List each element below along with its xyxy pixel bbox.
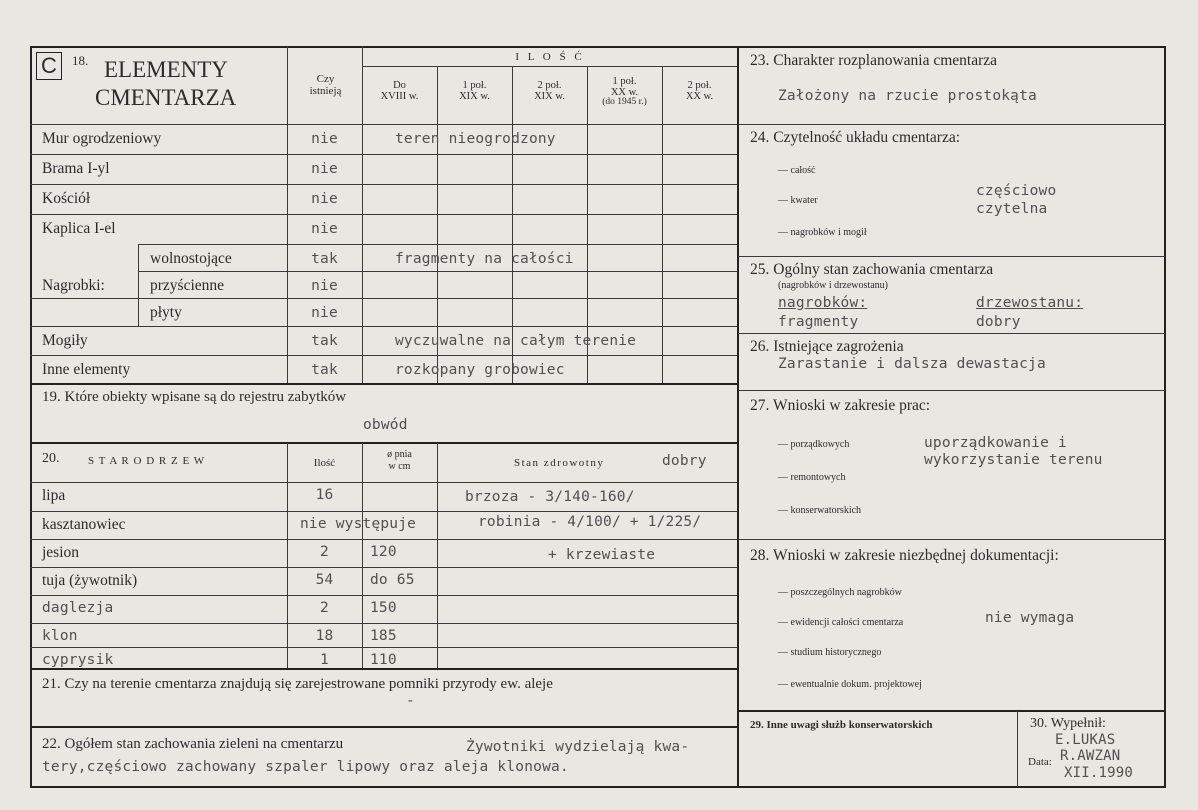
section30-label: 30. Wypełnił: [1030, 716, 1106, 731]
row20-line [30, 623, 737, 624]
row18-label: Mur ogrodzeniowy [42, 130, 162, 147]
section24-item-2: — kwater [778, 195, 818, 206]
row20-line [30, 511, 737, 512]
section18-title-2: CMENTARZA [95, 85, 237, 110]
row18-line [30, 184, 737, 185]
row20-line [30, 482, 737, 483]
section28-item-1: — poszczególnych nagrobków [778, 587, 902, 598]
tree-name: jesion [42, 544, 80, 561]
tree-count: 2 [320, 544, 329, 560]
section27-value-1: uporządkowanie i [924, 435, 1067, 451]
section25-col2-head: drzewostanu: [976, 295, 1084, 311]
section27-item-3: — konserwatorskich [778, 505, 862, 516]
tree-count: 2 [320, 600, 329, 616]
row18-label: Kościół [42, 190, 91, 207]
section24-label: 24. Czytelność układu cmentarza: [750, 129, 961, 146]
section29-label: 29. Inne uwagi służb konserwatorskich [750, 719, 933, 731]
section19-label: 19. Które obiekty wpisane są do rejestru zabytków [42, 389, 347, 405]
section28-item-3: — studium historycznego [778, 647, 882, 658]
row18-note: wyczuwalne na całym terenie [395, 333, 637, 349]
period-header-3-l2: XIX w. [534, 91, 565, 102]
section22-label: 22. Ogółem stan zachowania zieleni na cmentarzu [42, 736, 344, 752]
row20-line [30, 567, 737, 568]
row18-exists: tak [311, 251, 338, 267]
section27-label: 27. Wnioski w zakresie prac: [750, 397, 931, 414]
row18-note: fragmenty na całości [395, 251, 574, 267]
section27-value-2: wykorzystanie terenu [924, 452, 1103, 468]
section30-filler-2: R.AWZAN [1060, 748, 1121, 764]
tree-name: daglezja [42, 600, 114, 616]
section25-col1-head: nagrobków: [778, 295, 868, 311]
period-header-2-l2: XIX w. [459, 91, 490, 102]
row18-exists: tak [311, 333, 338, 349]
section18-bottom [30, 383, 738, 385]
col-diam-head-1: ø pnia [387, 449, 412, 460]
grid20-v-3 [437, 443, 438, 669]
period-header-1-l2: XVIII w. [380, 91, 419, 102]
period-header-5-l1: 2 poł. [687, 80, 712, 91]
section25-label: 25. Ogólny stan zachowania cmentarza [750, 261, 994, 278]
tree-count: 16 [315, 487, 334, 503]
section25-col1-value: fragmenty [778, 314, 859, 330]
section19-bottom [30, 442, 738, 444]
section25-col2-value: dobry [976, 314, 1021, 330]
frame-bottom [30, 786, 1166, 788]
section19-value: obwód [363, 417, 408, 433]
tree-name: lipa [42, 487, 66, 504]
grid20-v-2 [362, 443, 363, 669]
column-divider [737, 46, 739, 788]
tree-name: kasztanowiec [42, 516, 126, 533]
period-header-4-l1: 1 poł. [612, 76, 637, 87]
tree-name: tuja (żywotnik) [42, 572, 138, 589]
period-header-2-l1: 1 poł. [462, 80, 487, 91]
tree-name: cyprysik [42, 652, 114, 668]
grid-v-p4 [662, 66, 663, 383]
health-value: dobry [662, 453, 707, 469]
section22-value-1: Żywotniki wydzielają kwa- [466, 739, 690, 755]
section27-item-2: — remontowych [778, 472, 846, 483]
row18-exists: nie [311, 305, 338, 321]
row18-line [30, 154, 737, 155]
grid-v-nagrobki [138, 244, 139, 326]
tree-note-3: + krzewiaste [548, 547, 656, 563]
col-health-head: Stan zdrowotny [514, 457, 605, 469]
row18-label: Kaplica I-el [42, 220, 116, 237]
section20-bottom [30, 668, 738, 670]
section20-number: 20. [42, 451, 60, 466]
section24-value-2: czytelna [976, 201, 1048, 217]
col-exists-2: istnieją [309, 85, 342, 97]
row18-exists: nie [311, 161, 338, 177]
row20-line [30, 539, 737, 540]
frame-right [1164, 46, 1166, 788]
period-header-3-l1: 2 poł. [537, 80, 562, 91]
card-letter-box: C [36, 52, 62, 80]
section28-item-4: — ewentualnie dokum. projektowej [778, 679, 922, 690]
col-diam-head-2: w cm [388, 461, 411, 472]
tree-diameter: do 65 [370, 572, 415, 588]
section27-item-1: — porządkowych [778, 439, 850, 450]
section27-bottom [738, 539, 1165, 540]
tree-count: nie występuje [300, 516, 417, 532]
row20-line [30, 647, 737, 648]
section30-date-label: Data: [1028, 756, 1052, 768]
row18-label: Mogiły [42, 332, 88, 349]
tree-name: klon [42, 628, 78, 644]
section24-bottom [738, 256, 1165, 257]
section23-bottom [738, 124, 1165, 125]
period-header-4-l2: XX w. [610, 87, 639, 98]
tree-diameter: 120 [370, 544, 397, 560]
section25-bottom [738, 333, 1165, 334]
section21-label: 21. Czy na terenie cmentarza znajdują się zarejestrowane pomniki przyrody ew. aleje [42, 676, 553, 692]
section22-value-2: tery,częściowo zachowany szpaler lipowy oraz aleja klonowa. [42, 759, 569, 775]
col-count-head: Ilość [313, 457, 336, 469]
row18-label: Brama I-yl [42, 160, 110, 177]
tree-count: 54 [315, 572, 334, 588]
section28-value: nie wymaga [985, 610, 1075, 626]
row18-label: płyty [150, 304, 182, 321]
section30-filler-1: E.LUKAS [1055, 732, 1116, 748]
section28-item-2: — ewidencji całości cmentarza [778, 617, 904, 628]
frame-left [30, 46, 32, 788]
nagrobki-label: Nagrobki: [42, 277, 105, 294]
ilosc-header: I L O Ś Ć [515, 51, 585, 63]
row18-exists: nie [311, 131, 338, 147]
tree-note-2: robinia - 4/100/ + 1/225/ [478, 514, 702, 530]
period-header-4-l3: (do 1945 r.) [602, 97, 647, 107]
row18-label: przyścienne [150, 277, 225, 294]
section24-item-1: — całość [778, 165, 816, 176]
row18-line [30, 326, 737, 327]
tree-count: 18 [315, 628, 334, 644]
row18-label: wolnostojące [150, 250, 232, 267]
section24-item-3: — nagrobków i mogił [778, 227, 867, 238]
grid-h-ilosc [362, 66, 737, 67]
tree-diameter: 110 [370, 652, 397, 668]
row18-exists: nie [311, 278, 338, 294]
section18-number: 18. [72, 53, 89, 68]
row18-line [138, 244, 737, 245]
section23-value: Założony na rzucie prostokąta [778, 88, 1037, 104]
row18-line [30, 298, 737, 299]
row18-exists: nie [311, 221, 338, 237]
section18-title-1: ELEMENTY [104, 57, 228, 82]
row18-line [30, 124, 737, 125]
section21-value: - [406, 693, 415, 709]
row18-exists: nie [311, 191, 338, 207]
tree-diameter: 150 [370, 600, 397, 616]
row20-line [30, 595, 737, 596]
tree-note-1: brzoza - 3/140-160/ [465, 489, 635, 505]
section25-sub: (nagrobków i drzewostanu) [778, 280, 888, 291]
frame-top [30, 46, 1166, 48]
tree-count: 1 [320, 652, 329, 668]
tree-diameter: 185 [370, 628, 397, 644]
section26-bottom [738, 390, 1165, 391]
grid-v-29-30 [1017, 711, 1018, 787]
section20-title: S T A R O D R Z E W [88, 455, 206, 467]
section28-bottom [738, 710, 1165, 712]
row18-label: Inne elementy [42, 361, 131, 378]
section23-label: 23. Charakter rozplanowania cmentarza [750, 52, 998, 69]
row18-line [30, 214, 737, 215]
row18-note: rozkopany grobowiec [395, 362, 565, 378]
row18-exists: tak [311, 362, 338, 378]
period-header-1-l1: Do [393, 80, 406, 91]
section26-value: Zarastanie i dalsza dewastacja [778, 356, 1046, 372]
col-exists-1: Czy [316, 73, 335, 85]
section21-bottom [30, 726, 738, 728]
section26-label: 26. Istniejące zagrożenia [750, 338, 904, 355]
section28-label: 28. Wnioski w zakresie niezbędnej dokumentacji: [750, 547, 1059, 564]
row18-note: teren nieogrodzony [395, 131, 556, 147]
section24-value-1: częściowo [976, 183, 1057, 199]
row18-line [138, 271, 737, 272]
period-header-5-l2: XX w. [685, 91, 714, 102]
section30-date-value: XII.1990 [1064, 765, 1134, 781]
row18-line [30, 355, 737, 356]
